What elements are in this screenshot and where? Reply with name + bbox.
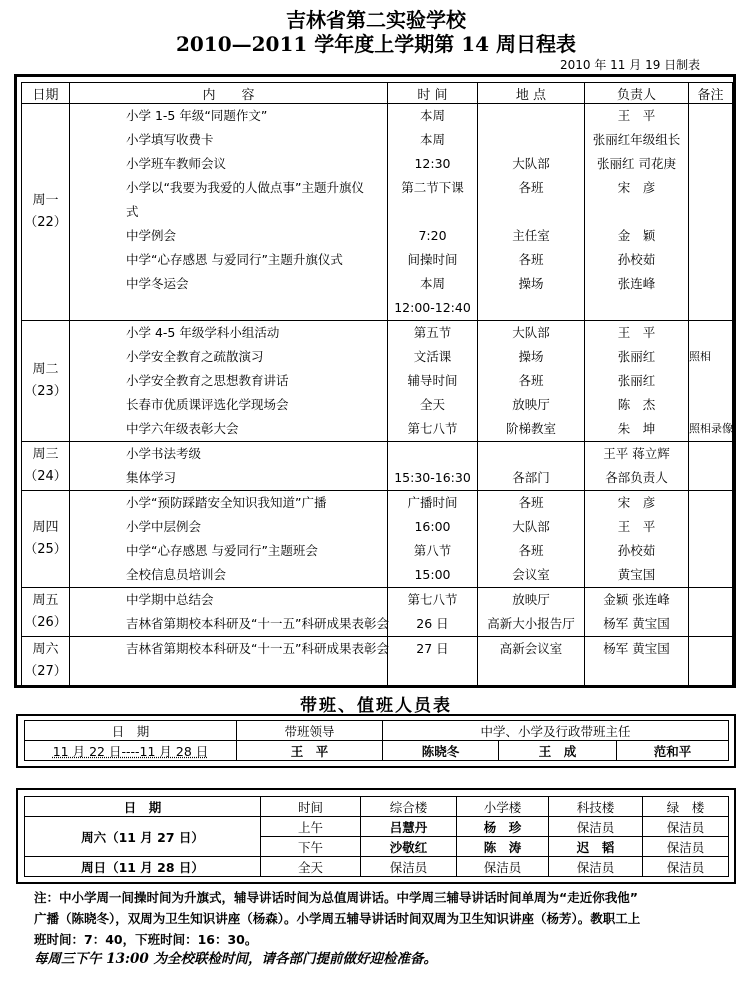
item-place: 大队部 xyxy=(512,325,550,340)
item-note xyxy=(689,152,732,176)
weekend-time: 全天 xyxy=(261,857,361,877)
item-content: 吉林省第期校本科研及“十一五”科研成果表彰会 xyxy=(126,641,389,656)
item-place xyxy=(478,128,584,152)
weekend-cell: 吕慧丹 xyxy=(361,817,457,837)
item-person: 各部负责人 xyxy=(605,470,668,485)
day-name: 周四 xyxy=(32,520,59,535)
day-name: 周二 xyxy=(32,362,59,377)
col-time xyxy=(388,588,478,637)
weekend-time: 下午 xyxy=(261,837,361,857)
item-place: 阶梯教室 xyxy=(505,421,556,436)
duty-head-date: 日 期 xyxy=(25,721,237,741)
item-note xyxy=(689,442,732,466)
item-note xyxy=(689,104,732,128)
item-time xyxy=(388,200,477,224)
item-content: 中学六年级表彰大会 xyxy=(126,421,239,436)
weekend-head: 绿 楼 xyxy=(643,797,729,817)
item-place: 各班 xyxy=(518,373,544,388)
day-date: （24） xyxy=(24,469,67,484)
item-note xyxy=(689,637,732,661)
item-note xyxy=(689,248,732,272)
day-date: （22） xyxy=(24,215,67,230)
note-line: 广播（陈晓冬），双周为卫生知识讲座（杨森）。小学周五辅导讲话时间双周为卫生知识讲座（杨芳）。教职工上 xyxy=(34,911,641,926)
notes xyxy=(34,887,724,950)
duty-leader: 王 平 xyxy=(237,741,383,761)
item-content: 中学“心存感恩 与爱同行”主题班会 xyxy=(126,543,318,558)
col-time xyxy=(388,491,478,588)
item-place: 高新会议室 xyxy=(499,641,563,656)
item-note: 照相 xyxy=(689,350,711,363)
col-place xyxy=(478,588,585,637)
item-time: 本周 xyxy=(419,132,445,147)
item-note xyxy=(689,176,732,200)
item-place: 各班 xyxy=(518,495,544,510)
item-content: 小学安全教育之思想教育讲话 xyxy=(126,373,289,388)
item-note xyxy=(689,661,732,685)
item-person: 陈 杰 xyxy=(617,397,656,412)
col-time xyxy=(388,442,478,491)
col-note xyxy=(689,442,733,491)
col-time xyxy=(388,321,478,442)
item-person: 王 平 xyxy=(617,519,656,534)
weekend-cell: 保洁员 xyxy=(361,857,457,877)
day-cell xyxy=(22,442,70,491)
item-place xyxy=(478,200,584,224)
day-cell xyxy=(22,104,70,321)
item-content: 小学“预防踩踏安全知识我知道”广播 xyxy=(126,495,327,510)
item-place: 各班 xyxy=(518,180,544,195)
item-note xyxy=(689,128,732,152)
item-person: 王 平 xyxy=(617,108,656,123)
day-name: 周五 xyxy=(32,593,59,608)
item-place: 各班 xyxy=(518,543,544,558)
item-time: 辅导时间 xyxy=(407,373,458,388)
item-content: 小学填写收费卡 xyxy=(126,132,214,147)
item-person: 朱 坤 xyxy=(617,421,656,436)
item-place xyxy=(478,104,584,128)
item-time: 第二节下课 xyxy=(401,180,464,195)
col-place xyxy=(478,104,585,321)
weekend-cell: 保洁员 xyxy=(643,837,729,857)
item-content: 小学以“我要为我爱的人做点事”主题升旗仪 xyxy=(126,180,364,195)
day-row xyxy=(22,442,733,491)
item-person: 王 平 xyxy=(617,325,656,340)
duty-teacher: 陈晓冬 xyxy=(383,741,499,761)
item-person xyxy=(585,200,688,224)
col-place xyxy=(478,491,585,588)
item-content: 小学中层例会 xyxy=(126,519,202,534)
item-content: 小学班车教师会议 xyxy=(126,156,227,171)
made-date: 2010 年 11 月 19 日制表 xyxy=(560,58,701,72)
item-person: 张连峰 xyxy=(617,276,656,291)
item-content: 中学冬运会 xyxy=(126,276,189,291)
item-time: 15:30-16:30 xyxy=(394,470,471,485)
item-person: 王平 蒋立辉 xyxy=(603,446,670,461)
item-place: 大队部 xyxy=(512,519,550,534)
item-time xyxy=(388,442,477,466)
item-content: 小学书法考级 xyxy=(126,446,202,461)
item-time: 本周 xyxy=(419,108,445,123)
item-content: 中学期中总结会 xyxy=(126,592,214,607)
duty-date-range: 11 月 22 日----11 月 28 日 xyxy=(25,741,237,761)
day-row xyxy=(22,491,733,588)
duty-row xyxy=(25,741,729,761)
item-place xyxy=(478,661,584,685)
school-title: 吉林省第二实验学校 xyxy=(286,8,466,32)
duty-head-leader: 带班领导 xyxy=(237,721,383,741)
weekend-head: 综合楼 xyxy=(361,797,457,817)
item-time: 本周 xyxy=(419,276,445,291)
item-note xyxy=(689,539,732,563)
item-time: 26 日 xyxy=(416,616,449,631)
weekend-cell: 杨 珍 xyxy=(457,817,549,837)
col-note xyxy=(689,104,733,321)
item-content: 小学 1-5 年级“同题作文” xyxy=(126,108,268,123)
column-header: 地 点 xyxy=(478,83,585,104)
note-line: 注：中小学周一间操时间为升旗式，辅导讲话时间为总值周讲话。中学周三辅导讲话时间单周为“走近你我他” xyxy=(34,890,638,905)
item-content: 长春市优质课评选化学现场会 xyxy=(126,397,289,412)
item-place: 各部门 xyxy=(512,470,550,485)
item-place: 放映厅 xyxy=(512,592,550,607)
item-time: 间操时间 xyxy=(407,252,458,267)
weekend-cell: 保洁员 xyxy=(549,857,643,877)
item-note xyxy=(689,296,732,320)
col-person xyxy=(585,321,689,442)
weekend-head: 时间 xyxy=(261,797,361,817)
day-name: 周一 xyxy=(32,193,59,208)
note-line: 班时间：7：40，下班时间：16：30。 xyxy=(34,932,258,947)
schedule-title: 2010—2011 学年度上学期第 14 周日程表 xyxy=(175,32,577,56)
weekend-header-row xyxy=(25,797,729,817)
item-person: 张丽红 司花庚 xyxy=(597,156,676,171)
col-note xyxy=(689,588,733,637)
item-note xyxy=(689,515,732,539)
item-person: 孙校茹 xyxy=(617,252,656,267)
item-person xyxy=(585,296,688,320)
item-note xyxy=(689,272,732,296)
column-header: 日期 xyxy=(22,83,70,104)
weekend-cell: 保洁员 xyxy=(643,817,729,837)
day-cell xyxy=(22,637,70,686)
col-note xyxy=(689,321,733,442)
item-content: 吉林省第期校本科研及“十一五”科研成果表彰会 xyxy=(126,616,389,631)
item-note xyxy=(689,563,732,587)
item-note xyxy=(689,224,732,248)
item-note xyxy=(689,393,732,417)
item-time xyxy=(388,661,477,685)
weekend-cell: 陈 涛 xyxy=(457,837,549,857)
weekend-head: 小学楼 xyxy=(457,797,549,817)
item-place: 大队部 xyxy=(512,156,550,171)
weekend-cell: 保洁员 xyxy=(643,857,729,877)
weekend-cell: 保洁员 xyxy=(457,857,549,877)
item-person: 宋 彦 xyxy=(617,180,656,195)
col-content xyxy=(70,321,388,442)
item-place: 高新大小报告厅 xyxy=(487,616,575,631)
item-time: 7:20 xyxy=(418,228,447,243)
day-cell xyxy=(22,491,70,588)
col-content xyxy=(70,442,388,491)
item-content: 小学 4-5 年级学科小组活动 xyxy=(126,325,280,340)
item-place: 各班 xyxy=(518,252,544,267)
day-name: 周六 xyxy=(32,642,59,657)
item-content: 集体学习 xyxy=(126,470,177,485)
item-person: 金 颖 xyxy=(617,228,656,243)
col-content xyxy=(70,491,388,588)
weekend-row xyxy=(25,857,729,877)
item-content xyxy=(126,661,387,685)
duty-title: 带班、值班人员表 xyxy=(300,696,452,716)
day-date: （23） xyxy=(24,384,67,399)
day-cell xyxy=(22,588,70,637)
day-row xyxy=(22,637,733,686)
weekend-date: 周六（11 月 27 日） xyxy=(25,817,261,857)
col-place xyxy=(478,442,585,491)
item-place xyxy=(478,296,584,320)
duty-teacher: 王 成 xyxy=(499,741,617,761)
weekend-head: 科技楼 xyxy=(549,797,643,817)
item-time: 第五节 xyxy=(413,325,452,340)
col-person xyxy=(585,637,689,686)
col-content xyxy=(70,588,388,637)
item-place: 主任室 xyxy=(512,228,550,243)
col-person xyxy=(585,491,689,588)
col-person xyxy=(585,104,689,321)
day-cell xyxy=(22,321,70,442)
day-date: （25） xyxy=(24,542,67,557)
item-time: 全天 xyxy=(419,397,445,412)
item-person: 黄宝国 xyxy=(617,567,656,582)
item-time: 文活课 xyxy=(413,349,452,364)
duty-head-teachers: 中学、小学及行政带班主任 xyxy=(383,721,729,741)
item-content xyxy=(126,296,387,320)
item-person: 杨军 黄宝国 xyxy=(603,641,670,656)
item-person: 张丽红 xyxy=(617,373,656,388)
col-content xyxy=(70,637,388,686)
item-note xyxy=(689,321,732,345)
item-person: 金颖 张连峰 xyxy=(603,592,670,607)
duty-table xyxy=(24,720,729,761)
col-place xyxy=(478,321,585,442)
weekend-head: 日 期 xyxy=(25,797,261,817)
schedule-table xyxy=(21,82,733,686)
item-note xyxy=(689,588,732,612)
col-content xyxy=(70,104,388,321)
item-time: 15:00 xyxy=(414,567,451,582)
weekend-cell: 沙敬红 xyxy=(361,837,457,857)
item-content: 小学安全教育之疏散演习 xyxy=(126,349,264,364)
weekend-cell: 迟 韬 xyxy=(549,837,643,857)
weekend-time: 上午 xyxy=(261,817,361,837)
item-content: 中学例会 xyxy=(126,228,177,243)
schedule-header-row xyxy=(22,83,733,104)
col-person xyxy=(585,588,689,637)
item-note xyxy=(689,200,732,224)
day-name: 周三 xyxy=(32,447,59,462)
item-time: 第八节 xyxy=(413,543,452,558)
day-row xyxy=(22,104,733,321)
item-place xyxy=(478,442,584,466)
item-person: 杨军 黄宝国 xyxy=(603,616,670,631)
item-note xyxy=(689,612,732,636)
item-content: 全校信息员培训会 xyxy=(126,567,227,582)
item-time: 16:00 xyxy=(414,519,451,534)
item-note: 照相录像 xyxy=(689,422,733,435)
item-person: 孙校茹 xyxy=(617,543,656,558)
col-person xyxy=(585,442,689,491)
item-time: 第七八节 xyxy=(407,592,458,607)
item-content: 式 xyxy=(126,204,139,219)
item-note xyxy=(689,369,732,393)
item-time: 27 日 xyxy=(416,641,449,656)
item-note xyxy=(689,491,732,515)
item-place: 会议室 xyxy=(512,567,550,582)
item-time: 广播时间 xyxy=(407,495,458,510)
weekend-table xyxy=(24,796,729,877)
item-content: 中学“心存感恩 与爱同行”主题升旗仪式 xyxy=(126,252,343,267)
col-note xyxy=(689,491,733,588)
day-row xyxy=(22,588,733,637)
col-place xyxy=(478,637,585,686)
weekend-cell: 保洁员 xyxy=(549,817,643,837)
weekend-row xyxy=(25,817,729,837)
day-date: （27） xyxy=(24,664,67,679)
day-date: （26） xyxy=(24,615,67,630)
col-time xyxy=(388,104,478,321)
duty-header-row xyxy=(25,721,729,741)
item-place: 操场 xyxy=(518,349,544,364)
item-note xyxy=(689,466,732,490)
column-header: 时 间 xyxy=(388,83,478,104)
duty-teacher: 范和平 xyxy=(617,741,729,761)
item-time: 12:00-12:40 xyxy=(394,300,471,315)
item-person: 张丽红 xyxy=(617,349,656,364)
item-person: 宋 彦 xyxy=(617,495,656,510)
column-header: 负责人 xyxy=(585,83,689,104)
weekend-date: 周日（11 月 28 日） xyxy=(25,857,261,877)
inspection-note: 每周三下午 13:00 为全校联检时间，请各部门提前做好迎检准备。 xyxy=(34,951,437,967)
item-time: 第七八节 xyxy=(407,421,458,436)
column-header: 备注 xyxy=(689,83,733,104)
item-person xyxy=(585,661,688,685)
col-note xyxy=(689,637,733,686)
item-place: 放映厅 xyxy=(512,397,550,412)
item-place: 操场 xyxy=(518,276,544,291)
item-person: 张丽红年级组长 xyxy=(592,132,681,147)
column-header: 内 容 xyxy=(70,83,388,104)
day-row xyxy=(22,321,733,442)
item-time: 12:30 xyxy=(414,156,451,171)
col-time xyxy=(388,637,478,686)
